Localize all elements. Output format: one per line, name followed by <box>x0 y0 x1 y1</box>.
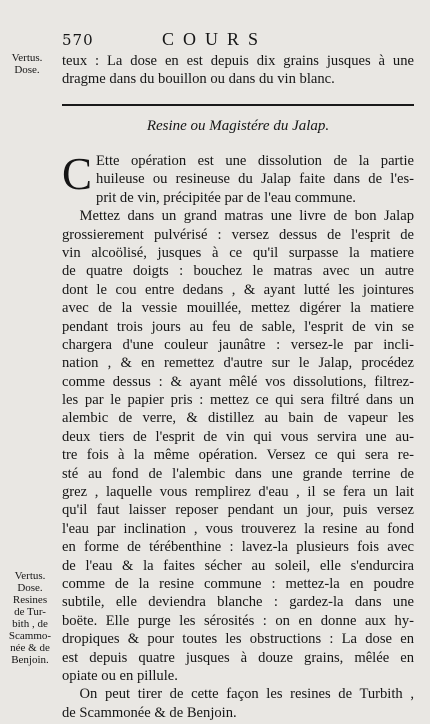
text-line: l'eau par inclination , vous trouverez la resine au fond <box>62 520 414 537</box>
margin-note-line: Resines <box>12 594 48 606</box>
text-line: dropiques & pour toutes les obstructions : La dose en <box>62 631 414 648</box>
running-head: COURS <box>162 29 268 49</box>
margin-note-line: Benjoin. <box>11 654 49 666</box>
text-line: opiate ou en pillule. <box>62 667 178 684</box>
margin-note-line: Dose. <box>14 64 40 76</box>
section-title: Resine ou Magistére du Jalap. <box>146 118 330 134</box>
margin-note-line: Vertus. <box>14 570 46 582</box>
carryover-paragraph <box>62 52 414 89</box>
text-line: vin alcoölisé, jusques à ce qu'il surpasse la matiere <box>62 244 414 261</box>
text-line: comme de la resine commune : mettez-la en poudre <box>62 575 414 592</box>
text-line: huileuse ou resineuse du Jalap faite dans de l'es- <box>96 171 414 188</box>
text-line: grez , laquelle vous remplirez d'eau , il se fera un lait <box>62 484 414 501</box>
text-line: prit de vin, précipitée par de l'eau commune. <box>96 189 356 206</box>
text-line: nation , & en remettez d'autre sur le Jalap, procédez <box>62 355 414 372</box>
text-line: boëte. Elle purge les sérosités : on en donne aux hy- <box>62 612 414 629</box>
margin-note-line: de Tur- <box>14 606 46 618</box>
text-line: de quatre doigts : bouchez le matras avec un autre <box>62 263 414 280</box>
margin-note-line: Dose. <box>17 582 43 594</box>
text-line: comme dessus : & ayant mêlé vos dissolutions, filtrez- <box>62 373 414 390</box>
text-line: tre fois à la même opération. Versez ce qui sera re- <box>62 447 414 464</box>
margin-note-line: Scammo- <box>8 630 52 642</box>
margin-note-top <box>6 52 48 76</box>
drop-cap: C <box>62 149 93 199</box>
margin-note-line: Vertus. <box>11 52 43 64</box>
text-line: deux tiers de l'esprit de vin qui vous servira une au- <box>62 428 414 445</box>
text-line: en forme de térébenthine : lavez-la plusieurs fois avec <box>62 539 414 556</box>
text-line: On peut tirer de cette façon les resines de Turbith , <box>79 686 414 703</box>
text-line: est depuis quatre jusques à douze grains, mêlée en <box>62 649 414 666</box>
text-line: sté au fond de l'alembic dans une grande terrine de <box>62 465 414 482</box>
text-line: de Scammonée & de Benjoin. <box>62 704 237 721</box>
page-number: 570 <box>62 31 94 49</box>
text-line: chargera d'une couleur jaunâtre : versez-le par incli- <box>62 336 414 353</box>
text-line: de l'eau & la faites sécher au soleil, elle s'endurcira <box>62 557 414 574</box>
margin-note-bottom <box>4 570 56 666</box>
section-divider <box>62 104 414 106</box>
text-line: qu'il faut laisser reposer pendant un jour, puis versez <box>62 502 414 519</box>
main-text <box>62 149 414 722</box>
text-line: grossierement pulvérisé : versez dessus de l'esprit de <box>62 226 414 243</box>
text-line: dont le cou entre dedans , & ayant lutté les jointures <box>62 281 414 298</box>
text-line: subtile, elle deviendra blanche : gardez-la dans une <box>62 594 414 611</box>
text-line: Ette opération est une dissolution de la partie <box>96 153 414 169</box>
text-line: dragme dans du bouillon ou dans du vin blanc. <box>62 71 335 88</box>
text-line: Mettez dans un grand matras une livre de bon Jalap <box>79 208 414 225</box>
margin-note-line: née & de <box>10 642 50 654</box>
text-line: alembic de verre, & distillez au bain de vapeur les <box>62 410 414 427</box>
margin-note-line: bith , de <box>12 618 48 630</box>
text-line: les par le papier pris : mettez ce qui sera filtré dans un <box>62 392 414 409</box>
text-line: pendant trois jours au feu de sable, l'esprit de vin se <box>62 318 414 335</box>
text-line: avec de la vessie mouillée, mettez digérer la matiere <box>62 300 414 317</box>
text-line: teux : La dose en est depuis dix grains jusques à une <box>62 53 414 69</box>
page-header <box>62 31 418 51</box>
